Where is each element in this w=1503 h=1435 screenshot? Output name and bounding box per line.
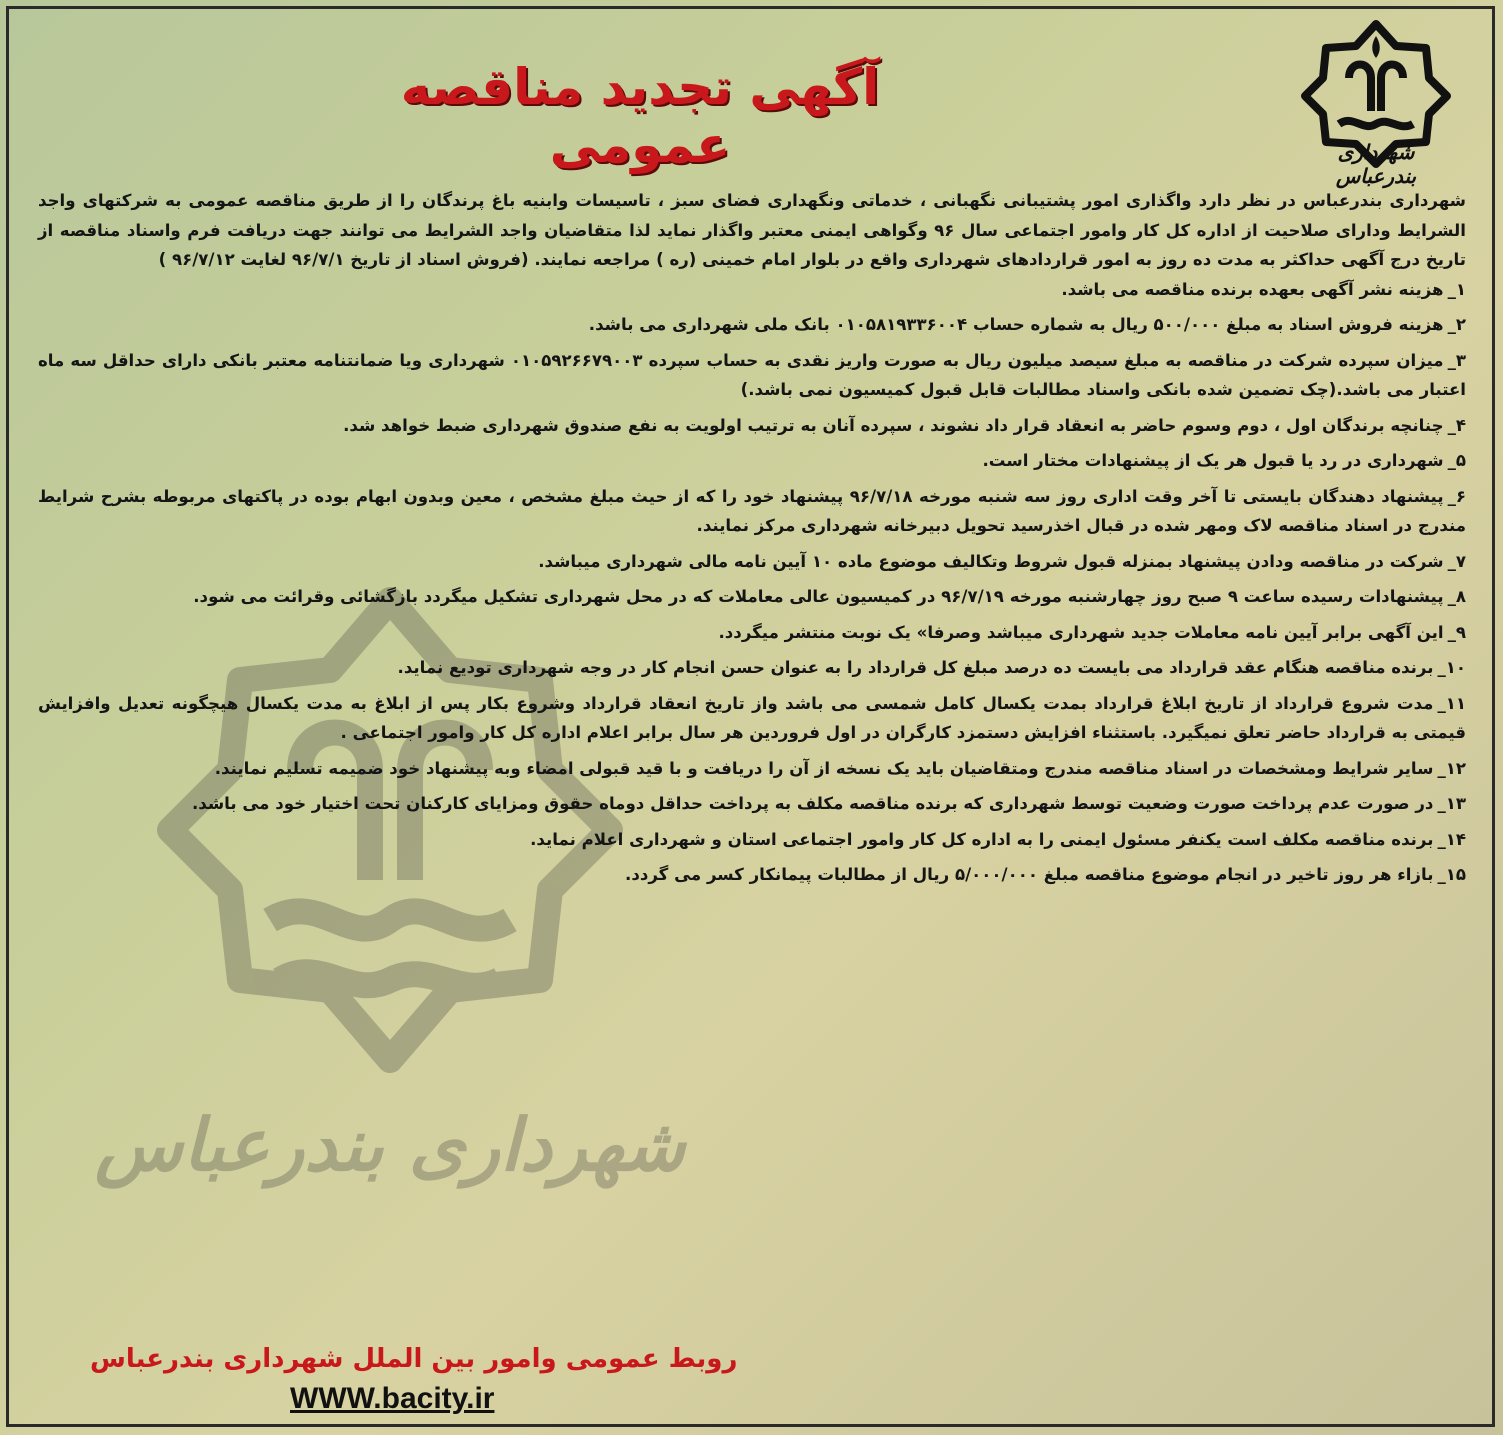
- item-text: میزان سپرده شرکت در مناقصه به مبلغ سیصد میلیون ریال به صورت واریز نقدی به حساب سپرده ۰۱۰۵۹۲۶۶۷۹۰۰۳ شهرداری ویا ضمانتنامه معتبر بانکی دارای حداقل سه ماه اعتبار می باشد.(چک تضمین شده بانکی واسناد مطالبات قابل قبول کمیسیون نمی باشد.): [38, 350, 1466, 399]
- list-item: [38, 446, 1466, 476]
- list-item: [38, 789, 1466, 819]
- list-item: [38, 346, 1466, 405]
- item-number: ۱۴_: [1437, 829, 1466, 849]
- list-item: [38, 310, 1466, 340]
- item-text: پیشنهاد دهندگان بایستی تا آخر وقت اداری روز سه شنبه مورخه ۹۶/۷/۱۸ پیشنهاد خود را که از حیث مبلغ مشخص ، معین وبدون ابهام بوده در پاکتهای مربوطه بشرح شرایط مندرج در اسناد مناقصه لاک ومهر شده در قبال اخذرسید تحویل دبیرخانه شهرداری مرکز نمایند.: [38, 486, 1466, 535]
- item-text: هزینه فروش اسناد به مبلغ ۵۰۰/۰۰۰ ریال به شماره حساب ۰۱۰۵۸۱۹۳۳۶۰۰۴ بانک ملی شهرداری می باشد.: [588, 315, 1444, 334]
- item-number: ۱۱_: [1437, 693, 1466, 713]
- item-number: ۷_: [1447, 551, 1466, 571]
- item-text: پیشنهادات رسیده ساعت ۹ صبح روز چهارشنبه مورخه ۹۶/۷/۱۹ در کمیسیون عالی معاملات که در محل شهرداری تشکیل میگردد بازگشائی وقرائت می شود.: [193, 587, 1444, 606]
- item-number: ۱۲_: [1437, 758, 1466, 778]
- list-item: [38, 653, 1466, 683]
- item-text: هزینه نشر آگهی بعهده برنده مناقصه می باشد.: [1061, 279, 1444, 299]
- item-number: ۵_: [1447, 451, 1466, 470]
- list-item: [38, 860, 1466, 890]
- intro-paragraph: شهرداری بندرعباس در نظر دارد واگذاری امور پشتیبانی نگهبانی ، خدماتی ونگهداری فضای سبز ، تاسیسات وابنیه باغ پرندگان را از طریق مناقصه عمومی به شرکتهای واجد الشرایط ودارای صلاحیت از اداره کل کار وامور اجتماعی سال ۹۶ وگواهی ایمنی معتبر واگذار نماید لذا متقاضیان واجد الشرایط می توانند جهت دریافت فرم واسناد مناقصه از تاریخ درج آگهی حداکثر به مدت ده روز به امور قراردادهای شهرداری واقع در بلوار امام خمینی (ره ) مراجعه نمایند. (فروش اسناد از تاریخ ۹۶/۷/۱ لغایت ۹۶/۷/۱۲ ): [38, 191, 1466, 269]
- announcement-body: [38, 186, 1466, 890]
- item-text: این آگهی برابر آیین نامه معاملات جدید شهرداری میباشد وصرفا» یک نوبت منتشر میگردد.: [718, 622, 1444, 642]
- item-number: ۳_: [1447, 350, 1466, 370]
- website-link[interactable]: WWW.bacity.ir: [290, 1382, 495, 1415]
- logo-caption: شهرداری بندرعباس: [1335, 140, 1417, 188]
- item-number: ۶_: [1447, 486, 1466, 506]
- item-text: شرکت در مناقصه ودادن پیشنهاد بمنزله قبول شروط وتکالیف موضوع ماده ۱۰ آیین نامه مالی شهرداری میباشد.: [538, 551, 1444, 571]
- item-number: ۱۳_: [1437, 794, 1466, 813]
- item-text: برنده مناقصه هنگام عقد قرارداد می بایست ده درصد مبلغ کل قرارداد را به عنوان حسن انجام کار در وجه شهرداری تودیع نماید.: [397, 658, 1434, 677]
- conditions-list: [38, 275, 1466, 890]
- list-item: [38, 482, 1466, 541]
- item-number: ۲_: [1447, 315, 1466, 334]
- item-number: ۱۵_: [1437, 865, 1466, 884]
- item-text: مدت شروع قرارداد از تاریخ ابلاغ قرارداد بمدت یکسال کامل شمسی می باشد واز تاریخ انعقاد قرارداد وشروع بکار پس از ابلاغ به مدت یکسال هیچگونه تعدیل وافزایش قیمتی به قرارداد حاضر تعلق نمیگیرد. باستثناء افزایش دستمزد کارگران در اول فروردین هر سال برابر اعلام اداره کل کار وامور اجتماعی .: [38, 693, 1466, 742]
- item-text: سایر شرایط ومشخصات در اسناد مناقصه مندرج ومتقاضیان باید یک نسخه از آن را دریافت و با قید قبولی امضاء وبه پیشنهاد خود ضمیمه تسلیم نمایند.: [214, 758, 1434, 778]
- watermark-caption: شهرداری بندرعباس: [94, 1102, 686, 1187]
- item-number: ۱_: [1447, 279, 1466, 299]
- list-item: [38, 582, 1466, 612]
- issuing-department: روبط عمومی وامور بین الملل شهرداری بندرعباس: [90, 1344, 738, 1374]
- item-text: شهرداری در رد یا قبول هر یک از پیشنهادات مختار است.: [982, 451, 1444, 470]
- list-item: [38, 547, 1466, 577]
- list-item: [38, 754, 1466, 784]
- item-text: چنانچه برندگان اول ، دوم وسوم حاضر به انعقاد قرار داد نشوند ، سپرده آنان به ترتیب اولویت به نفع صندوق شهرداری ضبط خواهد شد.: [343, 415, 1444, 435]
- item-text: بازاء هر روز تاخیر در انجام موضوع مناقصه مبلغ ۵/۰۰۰/۰۰۰ ریال از مطالبات پیمانکار کسر می گردد.: [625, 865, 1434, 884]
- item-text: در صورت عدم پرداخت صورت وضعیت توسط شهرداری که برنده مناقصه مکلف به پرداخت حداقل دوماه حقوق ومزایای کارکنان تحت اختیار خود می باشد.: [191, 794, 1434, 813]
- item-number: ۴_: [1447, 415, 1466, 435]
- list-item: [38, 689, 1466, 748]
- item-text: برنده مناقصه مکلف است یکنفر مسئول ایمنی را به اداره کل کار وامور اجتماعی استان و شهرداری اعلام نماید.: [530, 829, 1434, 849]
- page-title: آگهی تجدید مناقصه عمومی: [400, 58, 880, 174]
- list-item: [38, 618, 1466, 648]
- item-number: ۹_: [1447, 622, 1466, 642]
- list-item: [38, 411, 1466, 441]
- item-number: ۸_: [1447, 587, 1466, 606]
- list-item: [38, 825, 1466, 855]
- item-number: ۱۰_: [1437, 658, 1466, 677]
- list-item: [38, 275, 1466, 305]
